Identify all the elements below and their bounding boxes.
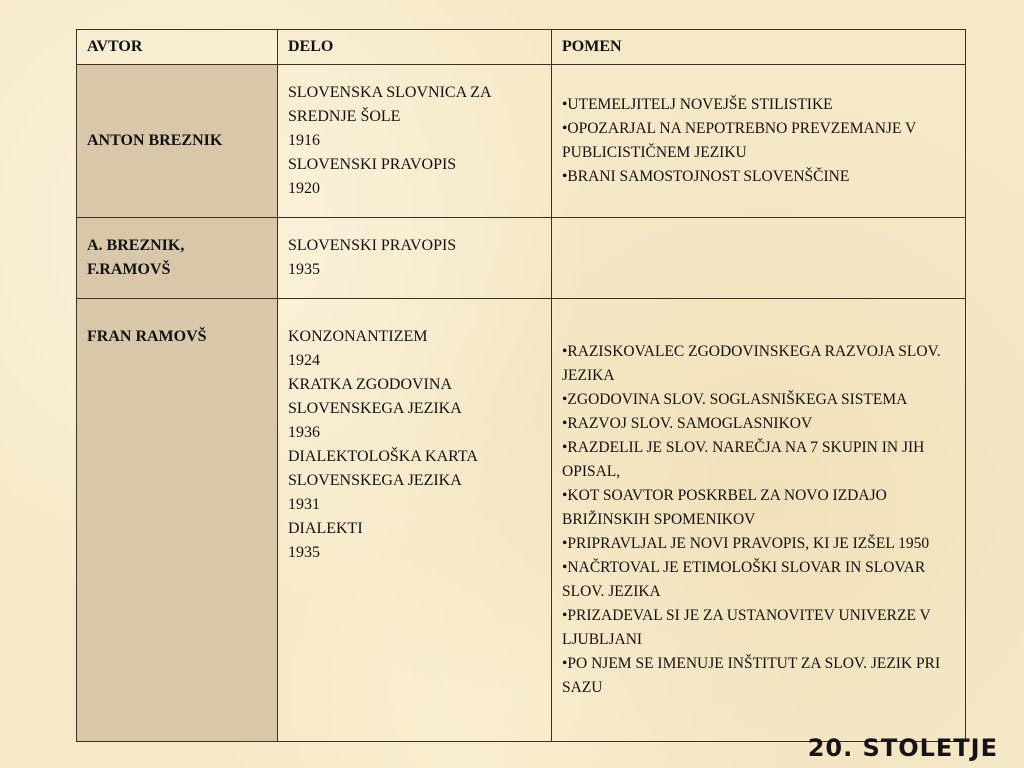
work-year: 1931 xyxy=(288,496,320,513)
significance-item: •PRIZADEVAL SI JE ZA USTANOVITEV UNIVERZE V LJUBLJANI xyxy=(562,607,931,648)
table-row xyxy=(77,218,966,299)
significance-item: •UTEMELJITELJ NOVEJŠE STILISTIKE xyxy=(562,96,833,113)
header-author: AVTOR xyxy=(77,30,278,65)
significance-item: •ZGODOVINA SLOV. SOGLASNIŠKEGA SISTEMA xyxy=(562,391,908,408)
work-title: SLOVENSKI PRAVOPIS xyxy=(288,156,457,173)
works-cell xyxy=(278,218,552,299)
work-title: SLOVENSKI PRAVOPIS xyxy=(288,237,457,254)
works-cell xyxy=(278,65,552,218)
author-cell: FRAN RAMOVŠ xyxy=(77,299,278,742)
slide-caption: 20. STOLETJE xyxy=(807,734,998,762)
significance-item: •OPOZARJAL NA NEPOTREBNO PREVZEMANJE V PUBLICISTIČNEM JEZIKU xyxy=(562,120,916,161)
significance-item: •RAZDELIL JE SLOV. NAREČJA NA 7 SKUPIN IN JIH OPISAL, xyxy=(562,439,925,480)
work-year: 1936 xyxy=(288,424,320,441)
work-year: 1935 xyxy=(288,261,320,278)
significance-cell xyxy=(552,65,966,218)
significance-item: •RAZISKOVALEC ZGODOVINSKEGA RAZVOJA SLOV. JEZIKA xyxy=(562,343,941,384)
significance-item: •KOT SOAVTOR POSKRBEL ZA NOVO IZDAJO BRIŽINSKIH SPOMENIKOV xyxy=(562,487,887,528)
significance-item: •PO NJEM SE IMENUJE INŠTITUT ZA SLOV. JEZIK PRI SAZU xyxy=(562,655,941,696)
significance-cell xyxy=(552,218,966,299)
table-header-row xyxy=(77,30,966,65)
table-row xyxy=(77,65,966,218)
table-row xyxy=(77,299,966,742)
header-work: DELO xyxy=(278,30,552,65)
significance-item: •NAČRTOVAL JE ETIMOLOŠKI SLOVAR IN SLOVAR SLOV. JEZIKA xyxy=(562,559,926,600)
author-cell: A. BREZNIK, F.RAMOVŠ xyxy=(77,218,278,299)
work-title: KRATKA ZGODOVINA SLOVENSKEGA JEZIKA xyxy=(288,376,462,417)
work-title: DIALEKTI xyxy=(288,520,363,537)
work-title: KONZONANTIZEM xyxy=(288,328,428,345)
literature-table xyxy=(76,29,966,742)
work-year: 1924 xyxy=(288,352,320,369)
work-title: DIALEKTOLOŠKA KARTA SLOVENSKEGA JEZIKA xyxy=(288,448,478,489)
work-title: SLOVENSKA SLOVNICA ZA SREDNJE ŠOLE xyxy=(288,84,491,125)
work-year: 1935 xyxy=(288,544,320,561)
significance-item: •PRIPRAVLJAL JE NOVI PRAVOPIS, KI JE IZŠEL 1950 xyxy=(562,535,930,552)
significance-item: •RAZVOJ SLOV. SAMOGLASNIKOV xyxy=(562,415,813,432)
significance-cell xyxy=(552,299,966,742)
work-year: 1916 xyxy=(288,132,320,149)
header-significance: POMEN xyxy=(552,30,966,65)
work-year: 1920 xyxy=(288,180,320,197)
significance-item: •BRANI SAMOSTOJNOST SLOVENŠČINE xyxy=(562,168,850,185)
author-cell: ANTON BREZNIK xyxy=(77,65,278,218)
works-cell xyxy=(278,299,552,742)
